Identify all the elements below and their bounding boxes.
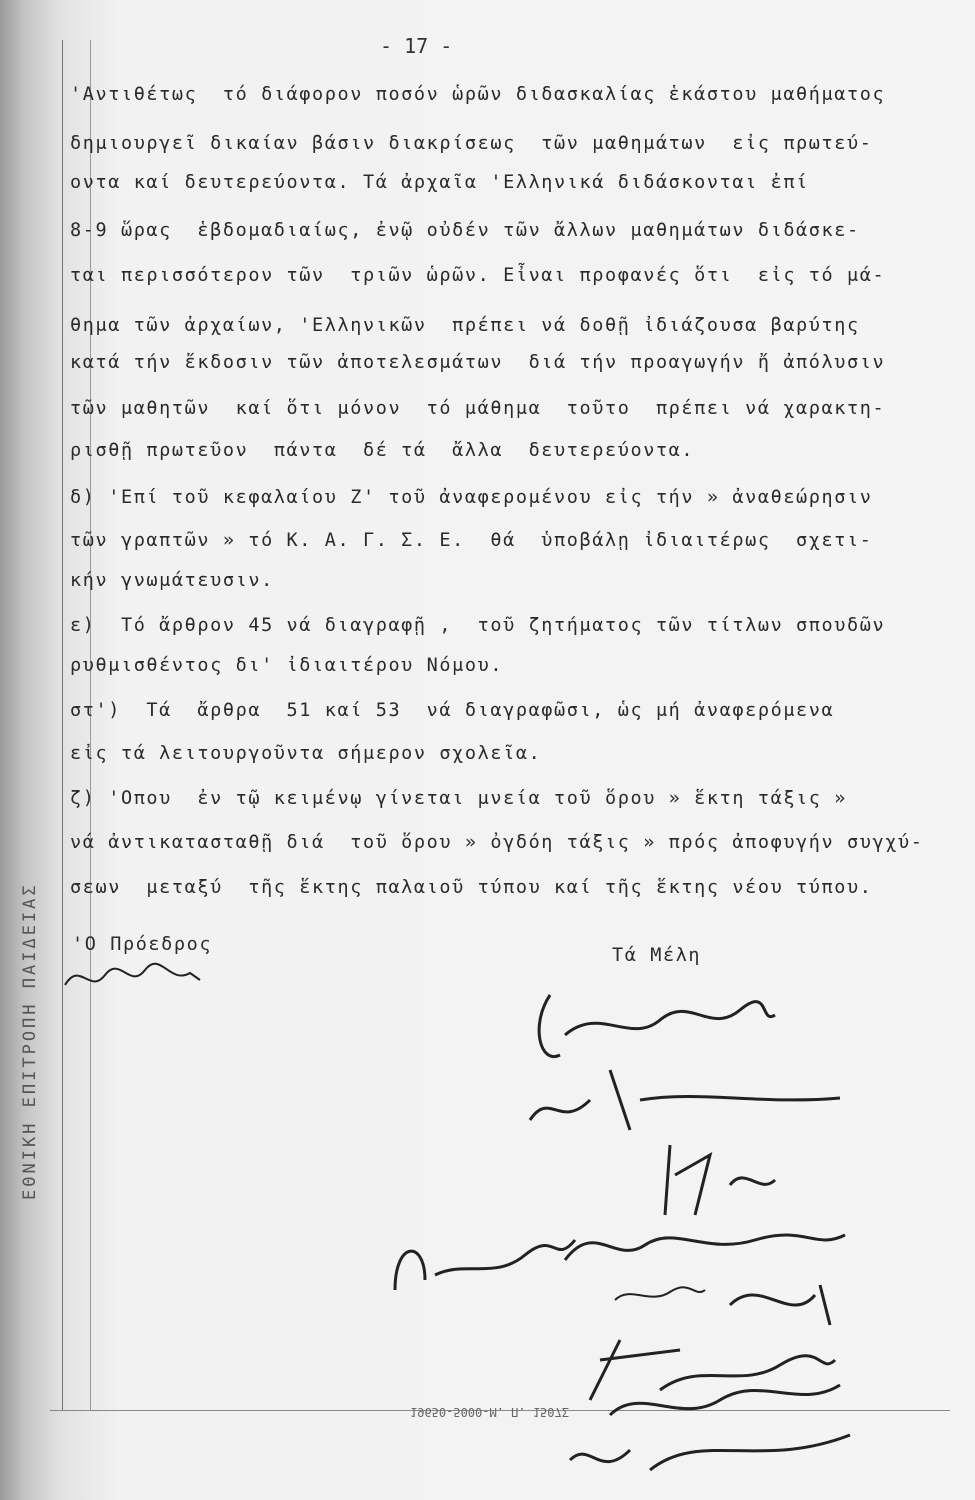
body-line: νά ἀντικατασταθῇ διά τοῦ ὅρου » ὀγδόη τάξις » πρός ἀποφυγήν συγχύ- bbox=[70, 832, 924, 853]
margin-rule bbox=[62, 40, 63, 1410]
member-signature-6 bbox=[610, 1280, 710, 1314]
body-line: τῶν μαθητῶν καί ὅτι μόνον τό μάθημα τοῦτο πρέπει νά χαρακτη- bbox=[70, 398, 886, 419]
body-line: ται περισσότερον τῶν τριῶν ὡρῶν. Εἶναι προφανές ὅτι εἰς τό μά- bbox=[70, 265, 886, 286]
margin-rule bbox=[90, 40, 91, 1410]
body-line: 8-9 ὥρας ἑβδομαδιαίως, ἐνῷ οὐδέν τῶν ἄλλων μαθημάτων διδάσκε- bbox=[70, 220, 860, 241]
body-line: οντα καί δευτερεύοντα. Τά ἀρχαῖα 'Ελληνικά διδάσκονται ἐπί bbox=[70, 172, 809, 193]
body-line: ζ) 'Οπου ἐν τῷ κειμένῳ γίνεται μνεία τοῦ ὅρου » ἕκτη τάξις » bbox=[70, 788, 848, 809]
body-line: στ') Τά ἄρθρα 51 καί 53 νά διαγραφῶσι, ὡς μή ἀναφερόμενα bbox=[70, 700, 835, 721]
body-line: τῶν γραπτῶν » τό Κ. Α. Γ. Σ. Ε. θά ὑποβάλῃ ἰδιαιτέρως σχετι- bbox=[70, 530, 873, 551]
president-signature bbox=[60, 955, 210, 1009]
body-line: ρυθμισθέντος δι' ἰδιαιτέρου Νόμου. bbox=[70, 655, 504, 676]
body-line: 'Αντιθέτως τό διάφορον ποσόν ὡρῶν διδασκαλίας ἑκάστου μαθήματος bbox=[70, 84, 886, 105]
body-line: δημιουργεῖ δικαίαν βάσιν διακρίσεως τῶν μαθημάτων εἰς πρωτεύ- bbox=[70, 133, 873, 154]
body-line: κήν γνωμάτευσιν. bbox=[70, 570, 274, 591]
body-line: κατά τήν ἔκδοσιν τῶν ἀποτελεσμάτων διά τήν προαγωγήν ἤ ἀπόλυσιν bbox=[70, 352, 886, 373]
body-line: σεων μεταξύ τῆς ἕκτης παλαιοῦ τύπου καί τῆς ἕκτης νέου τύπου. bbox=[70, 877, 873, 898]
body-line: ρισθῇ πρωτεῦον πάντα δέ τά ἄλλα δευτερεύοντα. bbox=[70, 440, 695, 461]
spine-text: ΕΘΝΙΚΗ ΕΠΙΤΡΟΠΗ ΠΑΙΔΕΙΑΣ bbox=[20, 882, 40, 1200]
members-label: Τά Μέλη bbox=[612, 945, 702, 966]
body-line: θημα τῶν ἀρχαίων, 'Ελληνικῶν πρέπει νά δοθῇ ἰδιάζουσα βαρύτης bbox=[70, 315, 860, 336]
member-signature-2 bbox=[520, 1060, 850, 1144]
body-line: εἰς τά λειτουργοῦντα σήμερον σχολεῖα. bbox=[70, 743, 542, 764]
footer-print: 19650-5000-Μ. Π. 1507Σ bbox=[410, 1405, 569, 1419]
member-signature-10 bbox=[560, 1410, 860, 1494]
body-line: ε) Τό ἄρθρον 45 νά διαγραφῇ , τοῦ ζητήματος τῶν τίτλων σπουδῶν bbox=[70, 615, 886, 636]
president-label: 'Ο Πρόεδρος bbox=[72, 934, 213, 955]
body-line: δ) 'Επί τοῦ κεφαλαίου Ζ' τοῦ ἀναφερομένου εἰς τήν » ἀναθεώρησιν bbox=[70, 487, 873, 508]
member-signature-7 bbox=[720, 1265, 850, 1339]
page-number: - 17 - bbox=[380, 34, 453, 58]
